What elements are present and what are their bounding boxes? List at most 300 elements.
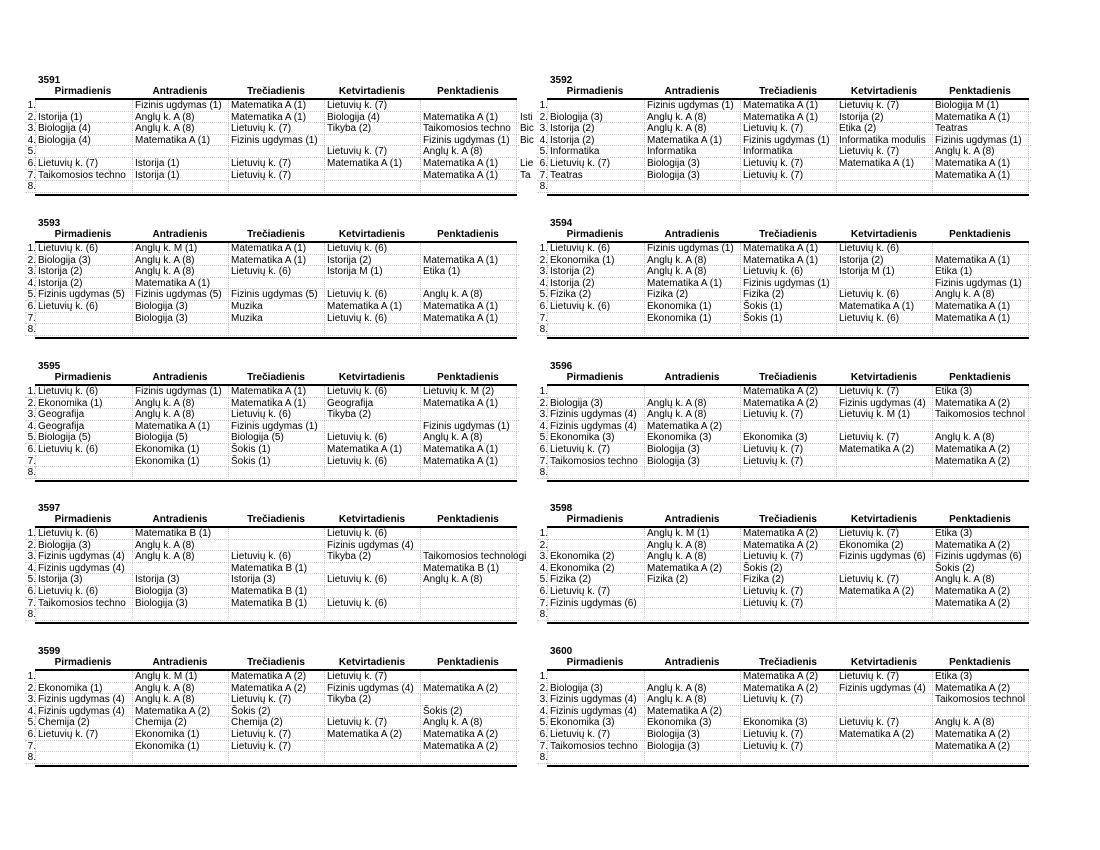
lesson-cell: Taikomosios techno [550,455,638,467]
lesson-cell [547,540,643,551]
lesson-cell: Taikomosios techno [423,123,511,135]
column-divider [516,266,517,278]
lesson-cell: Fizinis ugdymas (4) [550,420,637,432]
lesson-rows [537,243,1031,336]
lesson-cell [35,671,131,682]
bottom-rule [35,622,517,624]
lesson-cell: Lietuvių k. (7) [550,443,611,455]
day-header: Ketvirtadienis [850,86,918,97]
lesson-cell [547,528,643,539]
lesson-number: 7. [27,169,36,181]
lesson-number: 2. [539,682,548,694]
lesson-cell: Informatika [550,146,600,158]
lesson-cell: Ekonomika (3) [647,432,712,444]
lesson-row [537,266,1031,278]
lesson-cell: Lietuvių k. (6) [327,597,388,609]
lesson-rows [537,386,1031,479]
lesson-number: 6. [27,300,36,312]
lesson-cell: Matematika A (1) [327,300,403,312]
lesson-cell: Biologija (5) [135,432,188,444]
column-divider [516,409,517,421]
lesson-row [537,398,1031,410]
lesson-row [537,683,1031,695]
lesson-number: 8. [539,181,548,193]
lesson-row [537,598,1031,610]
lesson-cell [228,146,324,157]
lesson-cell: Matematika B (1) [231,597,308,609]
lesson-number: 4. [539,705,548,717]
day-header-row [547,229,1029,241]
lesson-cell: Fizinis ugdymas (1) [423,420,510,432]
lesson-cell: Matematika A (2) [423,728,499,740]
class-title: 3600 [550,646,573,657]
lesson-cell: Lietuvių k. (6) [839,312,900,324]
day-header: Penktadienis [437,657,499,668]
lesson-rows [25,528,527,621]
day-header: Penktadienis [437,229,499,240]
lesson-cell: Anglų k. A (8) [135,397,195,409]
lesson-cell [644,181,740,192]
lesson-cell [420,100,516,111]
lesson-cell [420,586,516,597]
lesson-number: 7. [27,455,36,467]
lesson-number: 5. [27,146,36,158]
day-header: Pirmadienis [566,86,624,97]
lesson-row [25,157,534,170]
lesson-cell: Fizinis ugdymas (1) [423,134,510,146]
day-header: Pirmadienis [54,514,112,525]
lesson-cell [547,609,643,620]
lesson-cell: Etika (1) [423,266,461,278]
lesson-cell: Fizinis ugdymas (4) [550,705,637,717]
column-divider [516,706,517,718]
lesson-cell [836,609,932,620]
lesson-row [25,289,519,301]
day-header-row [547,86,1029,98]
lesson-cell [740,181,836,192]
lesson-cell: Istorija (2) [839,254,884,266]
lesson-cell [420,694,516,705]
lesson-cell: Teatras [550,169,583,181]
lesson-cell: Matematika A (2) [231,682,307,694]
column-divider [516,324,517,336]
day-header: Antradienis [664,657,720,668]
lesson-row [25,456,519,468]
lesson-number: 5. [539,289,548,301]
lesson-cell: Lietuvių k. (7) [38,157,99,169]
day-header: Ketvirtadienis [338,86,406,97]
day-header: Penktadienis [437,372,499,383]
lesson-row [537,158,1031,170]
day-header: Antradienis [152,229,208,240]
class-title: 3594 [550,218,573,229]
lesson-number: 8. [27,181,36,193]
lesson-cell [324,421,420,432]
lesson-row [25,586,519,598]
lesson-row [25,752,519,764]
lesson-cell: Fizinis ugdymas (4) [839,682,926,694]
day-header: Ketvirtadienis [338,514,406,525]
day-header: Penktadienis [949,372,1011,383]
lesson-cell [932,752,1032,763]
lesson-cell: Anglų k. A (8) [135,123,195,135]
lesson-cell: Šokis (2) [423,705,463,717]
lesson-number: 2. [27,397,36,409]
lesson-cell: Lietuvių k. (6) [38,300,99,312]
lesson-cell [228,278,324,289]
lesson-cell: Matematika A (1) [231,386,307,397]
lesson-cell [35,181,131,192]
column-divider [516,717,517,729]
lesson-number: 1. [27,528,36,539]
lesson-row [25,467,519,479]
lesson-cell: Šokis (1) [231,443,271,455]
lesson-row [537,717,1031,729]
lesson-row [25,301,519,313]
lesson-cell [547,313,643,324]
lesson-cell: Lietuvių k. M (2) [423,386,495,397]
lesson-cell: Lietuvių k. (7) [38,728,99,740]
lesson-number: 1. [539,100,548,111]
lesson-cell: Šokis (2) [743,562,783,574]
lesson-cell: Šokis (1) [231,455,271,467]
lesson-row [25,540,519,552]
lesson-row [25,255,519,267]
column-divider [516,683,517,695]
lesson-cell [644,324,740,335]
lesson-cell: Etika (3) [935,528,973,539]
lesson-cell [132,752,228,763]
lesson-number: 3. [539,123,548,135]
lesson-cell: Lietuvių k. (7) [839,671,900,682]
lesson-row [537,146,1031,158]
lesson-cell: Tikyba (2) [327,551,372,563]
lesson-row [537,540,1031,552]
lesson-cell: Biologija (3) [135,597,188,609]
lesson-cell: Biologija (5) [231,432,284,444]
lesson-row [25,432,519,444]
lesson-cell: Ekonomika (1) [135,740,200,752]
lesson-cell: Biologija (4) [38,134,91,146]
lesson-number: 6. [539,585,548,597]
lesson-cell: Informatika [647,146,697,158]
lesson-cell [740,467,836,478]
lesson-cell: Matematika A (2) [647,562,723,574]
lesson-cell: Fizika (2) [550,289,592,301]
lesson-cell [228,181,324,192]
lesson-cell: Matematika A (1) [839,300,915,312]
lesson-cell [932,181,1032,192]
lesson-cell: Matematika A (1) [423,300,499,312]
lesson-row [537,112,1031,124]
lesson-cell: Chemija (2) [135,717,187,729]
lesson-cell [644,386,740,397]
day-header: Pirmadienis [54,657,112,668]
lesson-cell [420,467,516,478]
lesson-cell: Matematika A (2) [839,443,915,455]
lesson-cell: Lietuvių k. (7) [231,740,292,752]
lesson-cell [836,598,932,609]
lesson-number: 1. [539,671,548,682]
lesson-cell: Matematika A (1) [935,169,1011,181]
lesson-cell: Matematika A (2) [935,740,1011,752]
lesson-cell: Matematika A (1) [935,254,1011,266]
lesson-cell: Biologija (3) [550,682,603,694]
lesson-cell [228,528,324,539]
lesson-cell: Matematika A (2) [935,682,1011,694]
lesson-number: 5. [27,432,36,444]
lesson-cell: Matematika A (2) [935,728,1011,740]
column-divider [516,289,517,301]
lesson-rows [537,100,1031,193]
class-title: 3592 [550,75,573,86]
lesson-cell: Lietuvių k. (7) [839,146,900,158]
lesson-cell: Tikyba (2) [327,409,372,421]
lesson-row [25,100,519,112]
lesson-cell: Matematika A (2) [423,740,499,752]
day-header: Trečiadienis [247,86,305,97]
lesson-number: 3. [27,694,36,706]
lesson-cell: Fizinis ugdymas (1) [935,277,1022,289]
lesson-cell [35,752,131,763]
column-divider [516,586,517,598]
lesson-cell: Lietuvių k. (7) [550,157,611,169]
lesson-row [537,729,1031,741]
class-title: 3598 [550,503,573,514]
lesson-cell: Istorija (1) [135,169,180,181]
lesson-cell: Lietuvių k. (6) [231,551,292,563]
lesson-number: 3. [539,694,548,706]
lesson-cell: Anglų k. A (8) [135,551,195,563]
lesson-number: 4. [27,420,36,432]
overflow-text [517,181,535,192]
lesson-number: 5. [27,717,36,729]
lesson-row [25,671,519,683]
lesson-cell [836,706,932,717]
lesson-cell: Etika (3) [935,386,973,397]
lesson-row [537,528,1031,540]
lesson-cell: Biologija (3) [647,157,700,169]
lesson-cell: Taikomosios technol [935,409,1026,421]
day-header-row [35,514,517,526]
lesson-cell: Matematika B (1) [231,562,308,574]
lesson-number: 2. [27,111,36,123]
lesson-cell [836,170,932,181]
day-header: Pirmadienis [566,372,624,383]
lesson-cell: Anglų k. M (1) [647,528,710,539]
day-header: Penktadienis [949,657,1011,668]
lesson-cell: Anglų k. A (8) [935,574,995,586]
lesson-cell: Informatika [743,146,793,158]
lesson-number: 5. [539,432,548,444]
lesson-number: 6. [539,157,548,169]
lesson-number: 5. [539,717,548,729]
lesson-cell: Anglų k. A (8) [647,409,707,421]
column-divider [516,398,517,410]
bottom-rule [547,480,1029,482]
lesson-cell [132,609,228,620]
day-header: Penktadienis [949,229,1011,240]
lesson-cell: Matematika A (2) [423,682,499,694]
lesson-cell [324,135,420,146]
lesson-cell: Matematika A (1) [423,455,499,467]
lesson-cell [132,563,228,574]
lesson-cell: Istorija (3) [38,574,83,586]
lesson-number: 8. [539,467,548,479]
lesson-cell: Matematika A (2) [935,597,1011,609]
day-header: Antradienis [152,657,208,668]
column-divider [516,741,517,753]
lesson-cell [932,243,1032,254]
day-header: Ketvirtadienis [850,657,918,668]
day-header: Antradienis [664,86,720,97]
column-divider [516,456,517,468]
lesson-number: 7. [539,740,548,752]
column-divider [516,598,517,610]
lesson-number: 4. [539,277,548,289]
lesson-cell [547,467,643,478]
lesson-cell: Matematika A (1) [935,300,1011,312]
lesson-cell: Lietuvių k. (7) [231,157,292,169]
day-header: Ketvirtadienis [338,372,406,383]
lesson-row [25,386,519,398]
lesson-cell: Anglų k. A (8) [647,694,707,706]
lesson-number: 7. [27,312,36,324]
lesson-cell: Lietuvių k. (7) [743,157,804,169]
lesson-number: 3. [27,266,36,278]
lesson-cell: Anglų k. M (1) [135,671,198,682]
lesson-number: 6. [539,443,548,455]
lesson-row [537,313,1031,325]
bottom-rule [547,194,1029,196]
lesson-row [25,683,519,695]
lesson-number: 3. [539,551,548,563]
lesson-cell: Taikomosios techno [38,597,126,609]
lesson-cell: Fizinis ugdymas (5) [38,289,125,301]
column-divider [516,671,517,683]
lesson-cell: Anglų k. A (8) [135,254,195,266]
lesson-cell: Lietuvių k. (6) [327,289,388,301]
lesson-cell: Lietuvių k. (7) [327,100,388,111]
lesson-cell: Taikomosios technologi [423,551,527,563]
lesson-cell: Fizinis ugdymas (5) [135,289,222,301]
lesson-cell: Lietuvių k. (6) [550,243,611,254]
lesson-cell: Lietuvių k. (6) [550,300,611,312]
lesson-number: 8. [539,324,548,336]
day-header: Ketvirtadienis [850,514,918,525]
lesson-cell: Lietuvių k. (6) [839,289,900,301]
lesson-cell: Anglų k. A (8) [135,539,195,551]
lesson-cell: Matematika A (1) [743,243,819,254]
lesson-row [537,278,1031,290]
day-header: Antradienis [664,372,720,383]
lesson-rows [25,386,519,479]
lesson-cell: Ekonomika (2) [550,551,615,563]
lesson-cell: Anglų k. A (8) [423,146,483,158]
lesson-cell [228,467,324,478]
lesson-row [25,181,519,193]
lesson-cell: Fizinis ugdymas (4) [38,705,125,717]
bottom-rule [35,765,517,767]
lesson-row [25,146,519,158]
lesson-cell: Matematika A (2) [743,671,819,682]
day-header: Antradienis [664,229,720,240]
lesson-cell: Matematika A (1) [935,111,1011,123]
lesson-cell: Lietuvių k. (6) [327,243,388,254]
lesson-cell: Taikomosios techno [38,169,126,181]
lesson-number: 5. [27,289,36,301]
lesson-cell: Lietuvių k. (6) [38,386,99,397]
lesson-cell: Matematika A (2) [839,585,915,597]
day-header: Antradienis [664,514,720,525]
lesson-cell: Matematika A (2) [839,728,915,740]
lesson-cell: Ekonomika (1) [135,443,200,455]
lesson-cell: Biologija (3) [647,455,700,467]
lesson-cell: Lietuvių k. (7) [743,728,804,740]
day-header: Trečiadienis [759,86,817,97]
lesson-row [25,324,519,336]
lesson-cell: Fizinis ugdymas (4) [839,397,926,409]
lesson-cell: Fizinis ugdymas (4) [550,409,637,421]
lesson-cell: Matematika A (1) [743,254,819,266]
lesson-row [25,729,519,741]
lesson-cell [644,752,740,763]
lesson-cell: Istorija (1) [38,111,83,123]
lesson-cell: Anglų k. A (8) [647,551,707,563]
lesson-cell [644,671,740,682]
lesson-cell: Anglų k. A (8) [647,266,707,278]
lesson-row [25,313,519,325]
bottom-rule [35,337,517,339]
lesson-row [537,432,1031,444]
day-header: Pirmadienis [566,229,624,240]
lesson-row [537,456,1031,468]
lesson-cell [547,100,643,111]
lesson-cell: Ekonomika (2) [550,562,615,574]
lesson-cell: Biologija (5) [38,432,91,444]
lesson-cell: Matematika A (1) [327,157,403,169]
lesson-number: 7. [539,455,548,467]
lesson-cell: Matematika B (1) [135,528,212,539]
lesson-row [537,289,1031,301]
lesson-cell [35,467,131,478]
lesson-cell: Lietuvių k. (6) [327,455,388,467]
day-header: Ketvirtadienis [338,229,406,240]
lesson-cell: Istorija M (1) [839,266,895,278]
lesson-number: 4. [539,420,548,432]
day-header: Ketvirtadienis [338,657,406,668]
lesson-rows [25,100,534,193]
lesson-row [25,563,519,575]
lesson-row [25,444,519,456]
column-divider [516,752,517,764]
lesson-row [537,255,1031,267]
lesson-cell [420,609,516,620]
lesson-cell: Lietuvių k. (7) [743,169,804,181]
lesson-cell: Biologija (3) [550,397,603,409]
day-header-row [35,229,517,241]
lesson-row [537,135,1031,147]
lesson-row [25,741,519,753]
lesson-row [25,694,519,706]
lesson-number: 5. [539,574,548,586]
lesson-cell: Biologija (3) [647,740,700,752]
lesson-cell [547,181,643,192]
lesson-cell: Fizinis ugdymas (1) [743,277,830,289]
lesson-cell: Lietuvių k. (6) [38,528,99,539]
lesson-cell [324,467,420,478]
lesson-cell [35,146,131,157]
